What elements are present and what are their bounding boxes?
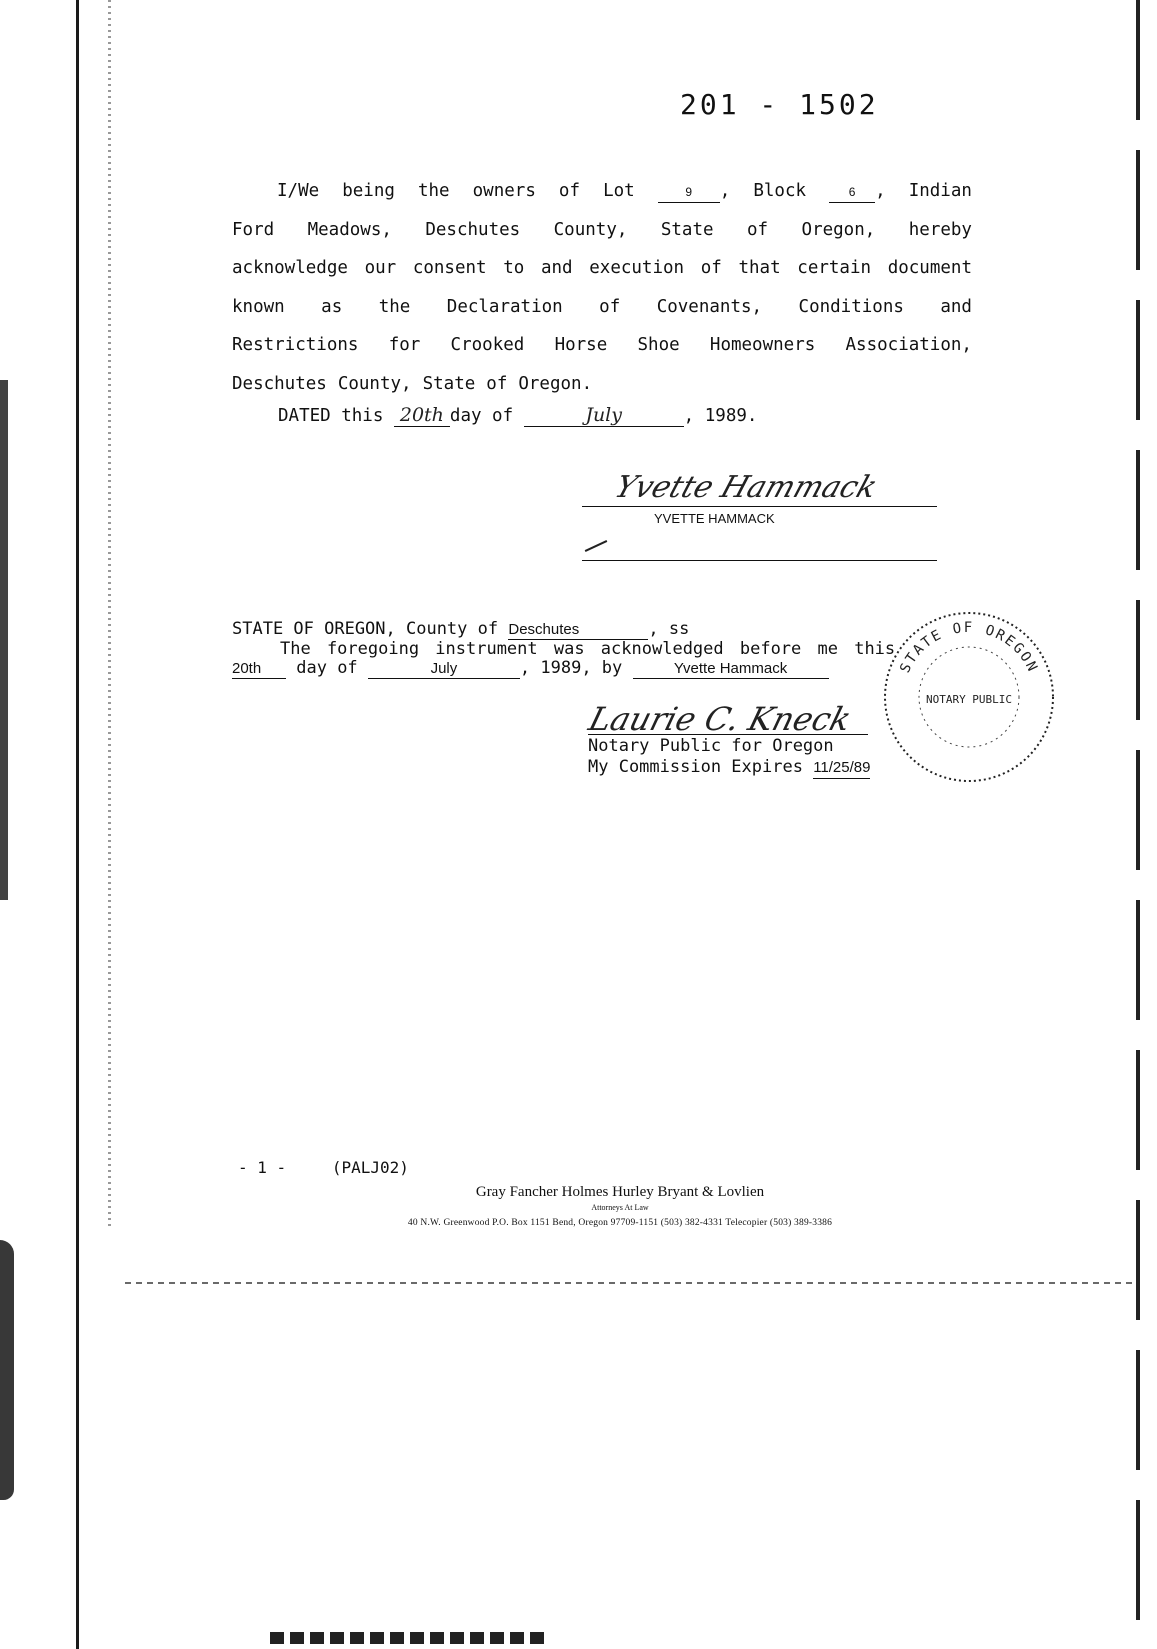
word: Oregon.	[518, 373, 593, 394]
word: of	[700, 258, 722, 278]
word: for	[388, 335, 421, 355]
word: Oregon,	[801, 219, 876, 240]
word: State	[660, 219, 714, 240]
notary-title-block	[588, 736, 870, 779]
word: Homeowners	[709, 335, 816, 355]
word: I/We	[277, 181, 320, 201]
commission-date: 11/25/89	[813, 757, 870, 779]
signatory-name: YVETTE HAMMACK	[654, 511, 775, 526]
law-firm-block	[300, 1184, 940, 1228]
signature-script: Yvette Hammack	[610, 470, 882, 505]
word: Ford	[232, 219, 275, 240]
word: of	[747, 219, 769, 240]
lot-value: 9	[658, 182, 720, 203]
word: certain	[797, 258, 872, 278]
notary-month: July	[368, 659, 520, 679]
notary-county: Deschutes	[508, 620, 648, 640]
word: Covenants,	[656, 296, 763, 317]
seal-top-text: STATE OF OREGON	[897, 620, 1041, 676]
word: owners	[472, 181, 536, 201]
word: of	[486, 373, 508, 394]
dated-month-handwritten: July	[524, 404, 684, 427]
word: County,	[553, 219, 628, 240]
notary-line-3	[232, 659, 980, 679]
block-label: Block	[753, 181, 807, 201]
notary-ss: , ss	[648, 619, 690, 639]
word: hereby	[908, 219, 972, 240]
word: State	[422, 373, 476, 394]
body-line-3	[232, 249, 972, 288]
word: acknowledge	[232, 258, 348, 278]
word: to	[503, 258, 525, 278]
word: Association,	[845, 335, 972, 355]
notary-year-by: , 1989, by	[519, 658, 623, 678]
seal-middle-text: NOTARY PUBLIC	[925, 693, 1013, 706]
word: Conditions	[798, 296, 904, 317]
word: document	[887, 258, 972, 278]
word: and	[940, 296, 972, 317]
body-line-2	[232, 211, 972, 250]
signature-line	[582, 470, 937, 507]
scan-perforation	[108, 0, 111, 1230]
word: being	[342, 181, 395, 201]
body-line-4	[232, 288, 972, 327]
commission-label: My Commission Expires	[588, 757, 803, 777]
scan-edge-left	[76, 0, 79, 1649]
word: Horse	[554, 335, 608, 355]
block-value: 6	[829, 182, 875, 203]
word: Lot	[603, 181, 635, 201]
word: our	[364, 258, 397, 278]
word: of	[599, 296, 621, 317]
notary-line-1	[232, 620, 980, 640]
firm-name: Gray Fancher Holmes Hurley Bryant & Lovlien	[475, 1184, 765, 1200]
page-number: - 1 -	[238, 1158, 287, 1177]
body-line-5	[232, 326, 972, 365]
document-number: 201 - 1502	[680, 88, 879, 121]
scan-shadow-left	[0, 380, 8, 900]
notary-acknowledged-text: The foregoing instrument was acknowledged before me this	[280, 639, 896, 659]
notary-signature-script: Laurie C. Kneck	[584, 700, 856, 738]
dated-prefix: DATED this	[278, 406, 384, 426]
word: execution	[589, 258, 685, 278]
word: Shoe	[637, 335, 680, 355]
word: Deschutes	[232, 373, 327, 394]
signature-block	[582, 470, 937, 526]
word: consent	[412, 258, 487, 278]
notary-title: Notary Public for Oregon	[588, 736, 834, 756]
block-field	[829, 172, 886, 211]
dated-line	[278, 404, 757, 427]
comma: ,	[719, 181, 731, 201]
word: Declaration	[446, 296, 563, 317]
scan-shadow-left-lower	[0, 1240, 14, 1500]
word: known	[232, 296, 285, 317]
word: Deschutes	[425, 219, 521, 240]
svg-text:STATE OF OREGON	[897, 620, 1041, 676]
notary-day-of: day of	[296, 658, 358, 678]
word: as	[321, 296, 343, 317]
body-line-1	[232, 172, 972, 211]
notary-signature-line	[588, 734, 868, 735]
lot-field	[658, 172, 731, 211]
second-signature-line	[582, 560, 937, 561]
firm-subtitle: Attorneys At Law	[591, 1203, 649, 1212]
dated-day-handwritten: 20th	[394, 404, 450, 427]
notary-line-2	[232, 640, 980, 659]
dated-mid: day of	[449, 406, 514, 426]
word: Meadows,	[307, 219, 392, 240]
word: County,	[337, 373, 412, 394]
check-mark	[585, 540, 608, 552]
document-code: (PALJ02)	[331, 1158, 409, 1177]
notary-acknowledgment	[232, 620, 980, 679]
firm-address: 40 N.W. Greenwood P.O. Box 1151 Bend, Oregon 97709-1151 (503) 382-4331 Telecopier (503) 389-3386	[407, 1218, 833, 1228]
scan-bottom-mark	[270, 1632, 550, 1644]
word: and	[540, 258, 573, 278]
consent-paragraph	[232, 172, 972, 403]
word: that	[738, 258, 781, 278]
word: the	[378, 296, 411, 317]
word: Restrictions	[232, 335, 359, 355]
footer-page-code	[238, 1158, 409, 1177]
scan-cut-line	[125, 1282, 1135, 1284]
scan-edge-right	[1136, 0, 1140, 1649]
word: Indian	[908, 181, 972, 201]
word: the	[417, 181, 450, 201]
comma: ,	[875, 181, 886, 201]
notary-by-name: Yvette Hammack	[633, 659, 829, 679]
word: of	[558, 181, 580, 201]
word: Crooked	[450, 335, 525, 355]
notary-state-county: STATE OF OREGON, County of	[232, 619, 499, 639]
dated-year: , 1989.	[683, 406, 758, 426]
notary-commission	[588, 757, 870, 779]
notary-seal	[880, 608, 1058, 786]
notary-day: 20th	[232, 659, 286, 679]
body-line-6	[232, 365, 972, 404]
